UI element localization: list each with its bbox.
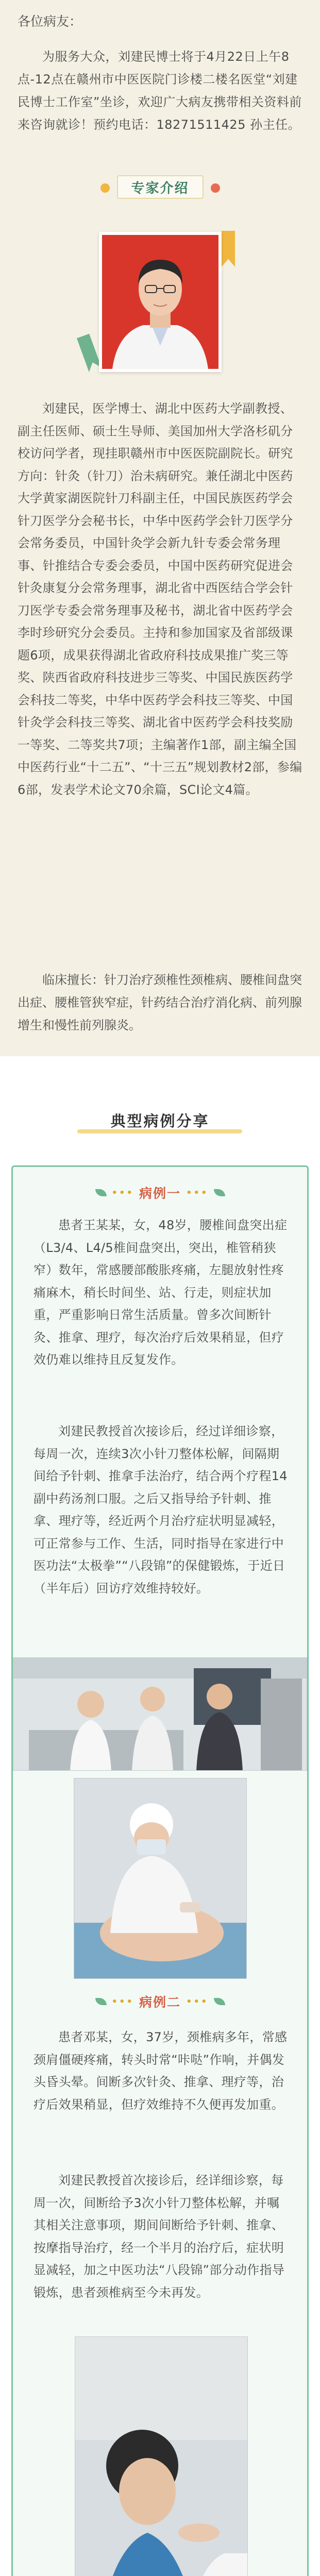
expert-portrait bbox=[99, 232, 222, 372]
case1-label-text: 病例一 bbox=[139, 1186, 181, 1201]
flower-icon bbox=[211, 183, 220, 193]
case2-treatment: 刘建民教授首次接诊后，经详细诊察，每周一次，间断给予3次小针刀整体松解，并嘱其相关注意事项，期间间断给予针刺、推拿、按摩指导治疗，经一个半月的治疗后，症状明显减轻，加之中医功法“八段锦”部分动作指导锻炼，患者颈椎病至今未再发。 bbox=[33, 2173, 285, 2300]
expert-section-title-text: 专家介绍 bbox=[131, 180, 189, 196]
dots-icon: ••• bbox=[111, 1996, 134, 2007]
case1-photo-consultation bbox=[13, 1657, 307, 1771]
case1-photo-treatment bbox=[74, 1778, 247, 1979]
leaf-icon bbox=[214, 1998, 225, 2005]
cases-section-title bbox=[0, 1109, 320, 1140]
dots-icon: ••• bbox=[186, 1996, 209, 2007]
case2-label bbox=[95, 1991, 225, 2012]
dots-icon: ••• bbox=[111, 1187, 134, 1198]
expert-section bbox=[0, 175, 320, 1056]
acupotomy-treatment-photo bbox=[74, 1778, 247, 1979]
case2-photo-treatment bbox=[75, 2336, 248, 2576]
expert-specialty: 临床擅长：针刀治疗颈椎性颈椎病、腰椎间盘突出症、腰椎管狭窄症，针药结合治疗消化病、前列腺增生和慢性前列腺炎。 bbox=[18, 973, 302, 1032]
case2-history: 患者邓某，女，37岁，颈椎病多年，常感颈肩僵硬疼痛，转头时常“咔哒”作响，并偶发头昏头晕。间断多次针灸、推拿、理疗等，治疗后效果稍显，但疗效维持不久便再发加重。 bbox=[33, 2030, 288, 2112]
cases-section-title-text: 典型病例分享 bbox=[110, 1112, 210, 1130]
expert-bio: 刘建民，医学博士、湖北中医药大学副教授、副主任医师、硕士生导师、美国加州大学洛杉矶分校访问学者，现挂职赣州市中医医院副院长。研究方向：针灸（针刀）治未病研究。兼任湖北中医药大学黄家湖医院针刀科副主任，中国民族医药学会针刀医学分会秘书长，中华中医药学会针刀医学分会常务委员，中国针灸学会新九针专委会常务理事、针推结合专委会委员，中国中医药研究促进会针灸康复分会常务理事，湖北省中西医结合学会针刀医学专委会常务理事及秘书，湖北省中医药学会李时珍研究分会委员。主持和参加国家及省部级课题6项，成果获得湖北省政府科技成果推广奖三等奖、陕西省政府科技进步三等奖、中国民族医药学会科技二等奖，中华中医药学会科技三等奖、中国针灸学会科技三等奖、湖北省中医药学会科技奖励一等奖、二等奖共7项；主编著作1部，副主编全国中医药行业“十二五”、“十三五”规划教材2部，参编6部，发表学术论文70余篇，SCI论文4篇。 bbox=[18, 401, 302, 797]
dots-icon: ••• bbox=[186, 1187, 209, 1198]
ribbon-decoration bbox=[222, 231, 235, 267]
doctor-portrait-image bbox=[102, 235, 218, 369]
case1-treatment: 刘建民教授首次接诊后，经过详细诊察，每周一次，连续3次小针刀整体松解，间隔期间给予针刺、推拿手法治疗，结合两个疗程14副中药汤剂口服。之后又指导给予针刺、推拿、理疗等，经近两个月治疗症状明显减轻，可正常参与工作、生活，同时指导在家进行中医功法“太极拳”“八段锦”的保健锻炼，于近日（半年后）回访疗效维持较好。 bbox=[33, 1424, 288, 1596]
leaf-decoration bbox=[77, 334, 102, 372]
case2-label-text: 病例二 bbox=[139, 1995, 181, 2010]
leaf-icon bbox=[95, 1189, 106, 1196]
neck-treatment-photo bbox=[75, 2337, 248, 2576]
greeting: 各位病友： bbox=[18, 14, 82, 29]
notice-body: 为服务大众，刘建民博士将于4月22日上午8点-12点在赣州市中医医院门诊楼二楼名医堂“刘建民博士工作室”坐诊，欢迎广大病友携带相关资料前来咨询就诊！预约电话：18271511425 孙主任。 bbox=[18, 49, 302, 132]
case1-history: 患者王某某，女，48岁，腰椎间盘突出症（L3/4、L4/5椎间盘突出，突出，椎管稍狭窄）数年，常感腰部酸胀疼痛，左腿放射性疼痛麻木，稍长时间坐、站、行走，则症状加重，严重影响日常生活质量。曾多次间断针灸、推拿、理疗，每次治疗后效果稍显，但疗效仍难以维持且反复发作。 bbox=[33, 1218, 288, 1367]
cases-container bbox=[11, 1165, 309, 2576]
leaf-icon bbox=[214, 1189, 225, 1196]
leaf-icon bbox=[95, 1998, 106, 2005]
notice-section bbox=[0, 0, 320, 175]
case1-label bbox=[95, 1182, 225, 1203]
flower-icon bbox=[100, 183, 109, 193]
expert-section-title bbox=[116, 175, 203, 199]
consultation-photo bbox=[13, 1658, 307, 1771]
